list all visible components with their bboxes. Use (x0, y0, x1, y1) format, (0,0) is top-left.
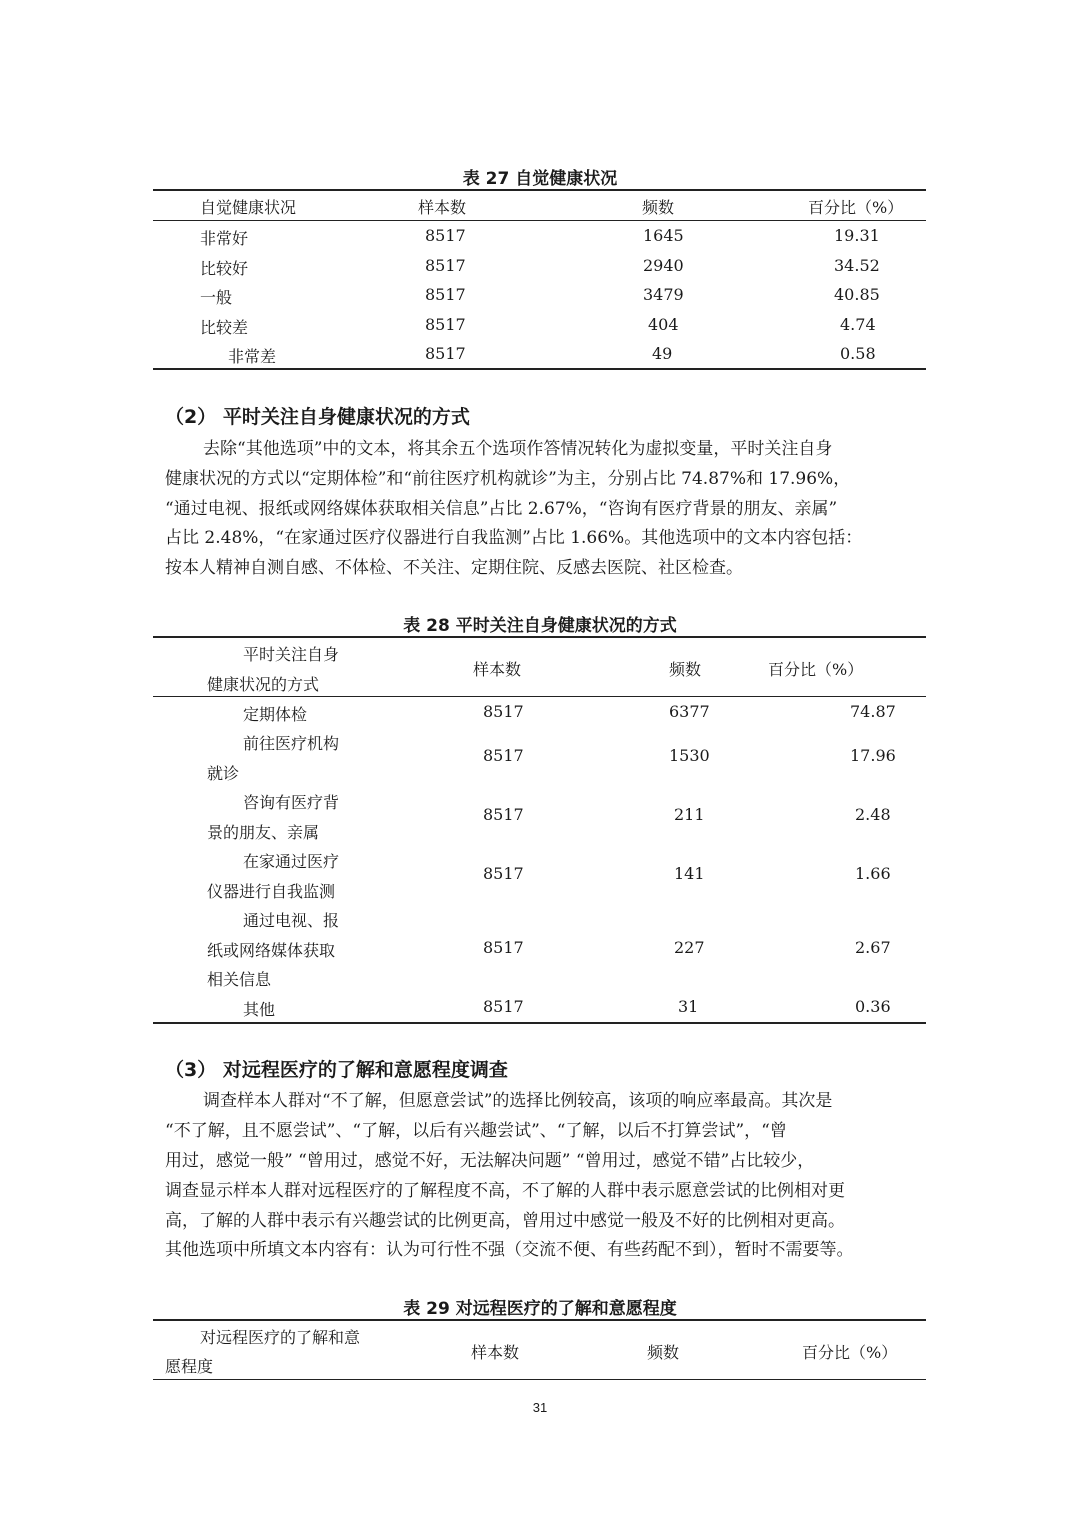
table-28-row-label-line: 在家通过医疗 (243, 852, 340, 871)
table-27-row-label: 非常好 (200, 229, 249, 248)
table-28-row-pct: 1.66 (855, 864, 891, 883)
table-28-row-freq: 31 (678, 997, 699, 1016)
table-27-row-label: 非常差 (228, 347, 277, 366)
table-27-row-freq: 49 (652, 344, 673, 363)
table-28-header-rule (153, 696, 926, 697)
table-28-header-label-line: 平时关注自身 (243, 645, 340, 664)
table-28-row-sample: 8517 (483, 864, 524, 883)
table-28-row-label-line: 仪器进行自我监测 (207, 882, 336, 901)
table-28-row-sample: 8517 (483, 997, 524, 1016)
section-3-line: 其他选项中所填文本内容有：认为可行性不强（交流不便、有些药配不到），暂时不需要等。 (165, 1240, 854, 1260)
table-27-row-freq: 404 (648, 315, 679, 334)
table-27-header-sample: 样本数 (418, 198, 467, 217)
table-28-row-label-line: 相关信息 (207, 970, 272, 989)
table-28-row-pct: 2.67 (855, 938, 891, 957)
page-number: 31 (532, 1400, 548, 1415)
table-29-top-rule (153, 1319, 926, 1321)
table-28-row-pct: 17.96 (850, 746, 896, 765)
table-27-row-label: 比较差 (200, 318, 249, 337)
table-28-row-label-line: 前往医疗机构 (243, 734, 340, 753)
table-28-row-sample: 8517 (483, 702, 524, 721)
table-27-row-freq: 1645 (643, 226, 684, 245)
table-28-row-sample: 8517 (483, 938, 524, 957)
table-28-header-freq: 频数 (669, 660, 702, 679)
section-3-line: 用过，感觉一般” “曾用过，感觉不好，无法解决问题” “曾用过，感觉不错”占比较少， (165, 1151, 815, 1171)
table-27-row-label: 一般 (200, 288, 233, 307)
table-27-row-sample: 8517 (425, 315, 466, 334)
table-27-header-pct: 百分比（%） (808, 198, 904, 217)
table-28-row-freq: 6377 (669, 702, 710, 721)
section-2-line: 占比 2.48%，“在家通过医疗仪器进行自我监测”占比 1.66%。其他选项中的文本内容包括： (165, 528, 863, 548)
table-28-row-freq: 141 (674, 864, 705, 883)
table-27-row-pct: 34.52 (834, 256, 880, 275)
table-27-header-rule (153, 220, 926, 221)
table-28-row-sample: 8517 (483, 746, 524, 765)
section-2-line: “通过电视、报纸或网络媒体获取相关信息”占比 2.67%，“咨询有医疗背景的朋友、亲属” (165, 499, 838, 519)
table-27-row-pct: 19.31 (834, 226, 880, 245)
table-27-header-status: 自觉健康状况 (200, 198, 297, 217)
table-27-row-sample: 8517 (425, 256, 466, 275)
table-29-header-pct: 百分比（%） (802, 1343, 898, 1362)
table-28-row-label-line: 纸或网络媒体获取 (207, 941, 336, 960)
section-2-line: 按本人精神自测自感、不体检、不关注、定期住院、反感去医院、社区检查。 (165, 558, 743, 578)
table-27-row-sample: 8517 (425, 226, 466, 245)
table-27-row-pct: 40.85 (834, 285, 880, 304)
section-3-line: 调查样本人群对“不了解，但愿意尝试”的选择比例较高，该项的响应率最高。其次是 (203, 1091, 833, 1111)
table-27-header-freq: 频数 (642, 198, 675, 217)
table-28-row-label-line: 其他 (243, 1000, 276, 1019)
table-28-row-label-line: 定期体检 (243, 705, 308, 724)
table-28-row-label-line: 咨询有医疗背 (243, 793, 340, 812)
table-29-header-rule (153, 1379, 926, 1380)
table-27-row-freq: 3479 (643, 285, 684, 304)
section-3-heading: （3） 对远程医疗的了解和意愿程度调查 (165, 1059, 508, 1081)
table-28-row-freq: 1530 (669, 746, 710, 765)
table-27-bottom-rule (153, 368, 926, 370)
table-27-top-rule (153, 189, 926, 191)
table-28-header-pct: 百分比（%） (768, 660, 864, 679)
table-28-row-sample: 8517 (483, 805, 524, 824)
table-28-row-label-line: 就诊 (207, 764, 240, 783)
table-28-bottom-rule (153, 1022, 926, 1024)
table-29-header-label-line: 对远程医疗的了解和意 (200, 1328, 361, 1347)
table-27-row-label: 比较好 (200, 259, 249, 278)
table-27-row-pct: 0.58 (840, 344, 876, 363)
table-27-row-freq: 2940 (643, 256, 684, 275)
table-28-row-freq: 211 (674, 805, 705, 824)
table-29-header-freq: 频数 (647, 1343, 680, 1362)
table-28-top-rule (153, 636, 926, 638)
section-2-heading: （2） 平时关注自身健康状况的方式 (165, 406, 470, 428)
section-3-line: 调查显示样本人群对远程医疗的了解程度不高，不了解的人群中表示愿意尝试的比例相对更 (165, 1181, 845, 1201)
table-27-caption: 表 27 自觉健康状况 (462, 169, 618, 189)
table-28-header-label-line: 健康状况的方式 (207, 675, 320, 694)
table-27-row-sample: 8517 (425, 344, 466, 363)
table-28-header-sample: 样本数 (473, 660, 522, 679)
table-28-row-label-line: 景的朋友、亲属 (207, 823, 320, 842)
table-27-row-pct: 4.74 (840, 315, 876, 334)
section-2-line: 健康状况的方式以“定期体检”和“前往医疗机构就诊”为主，分别占比 74.87%和 17.96%， (165, 469, 851, 489)
table-29-header-label-line: 愿程度 (165, 1357, 214, 1376)
table-28-row-pct: 2.48 (855, 805, 891, 824)
table-28-row-freq: 227 (674, 938, 705, 957)
table-28-row-label-line: 通过电视、报 (243, 911, 340, 930)
section-2-line: 去除“其他选项”中的文本，将其余五个选项作答情况转化为虚拟变量，平时关注自身 (203, 439, 833, 459)
section-3-line: “不了解，且不愿尝试”、“了解，以后有兴趣尝试”、“了解，以后不打算尝试”，“曾 (165, 1121, 787, 1141)
table-28-caption: 表 28 平时关注自身健康状况的方式 (403, 616, 677, 636)
section-3-line: 高，了解的人群中表示有兴趣尝试的比例更高，曾用过中感觉一般及不好的比例相对更高。 (165, 1211, 845, 1231)
table-27-row-sample: 8517 (425, 285, 466, 304)
table-28-row-pct: 74.87 (850, 702, 896, 721)
table-29-header-sample: 样本数 (471, 1343, 520, 1362)
table-28-row-pct: 0.36 (855, 997, 891, 1016)
table-29-caption: 表 29 对远程医疗的了解和意愿程度 (403, 1299, 677, 1319)
